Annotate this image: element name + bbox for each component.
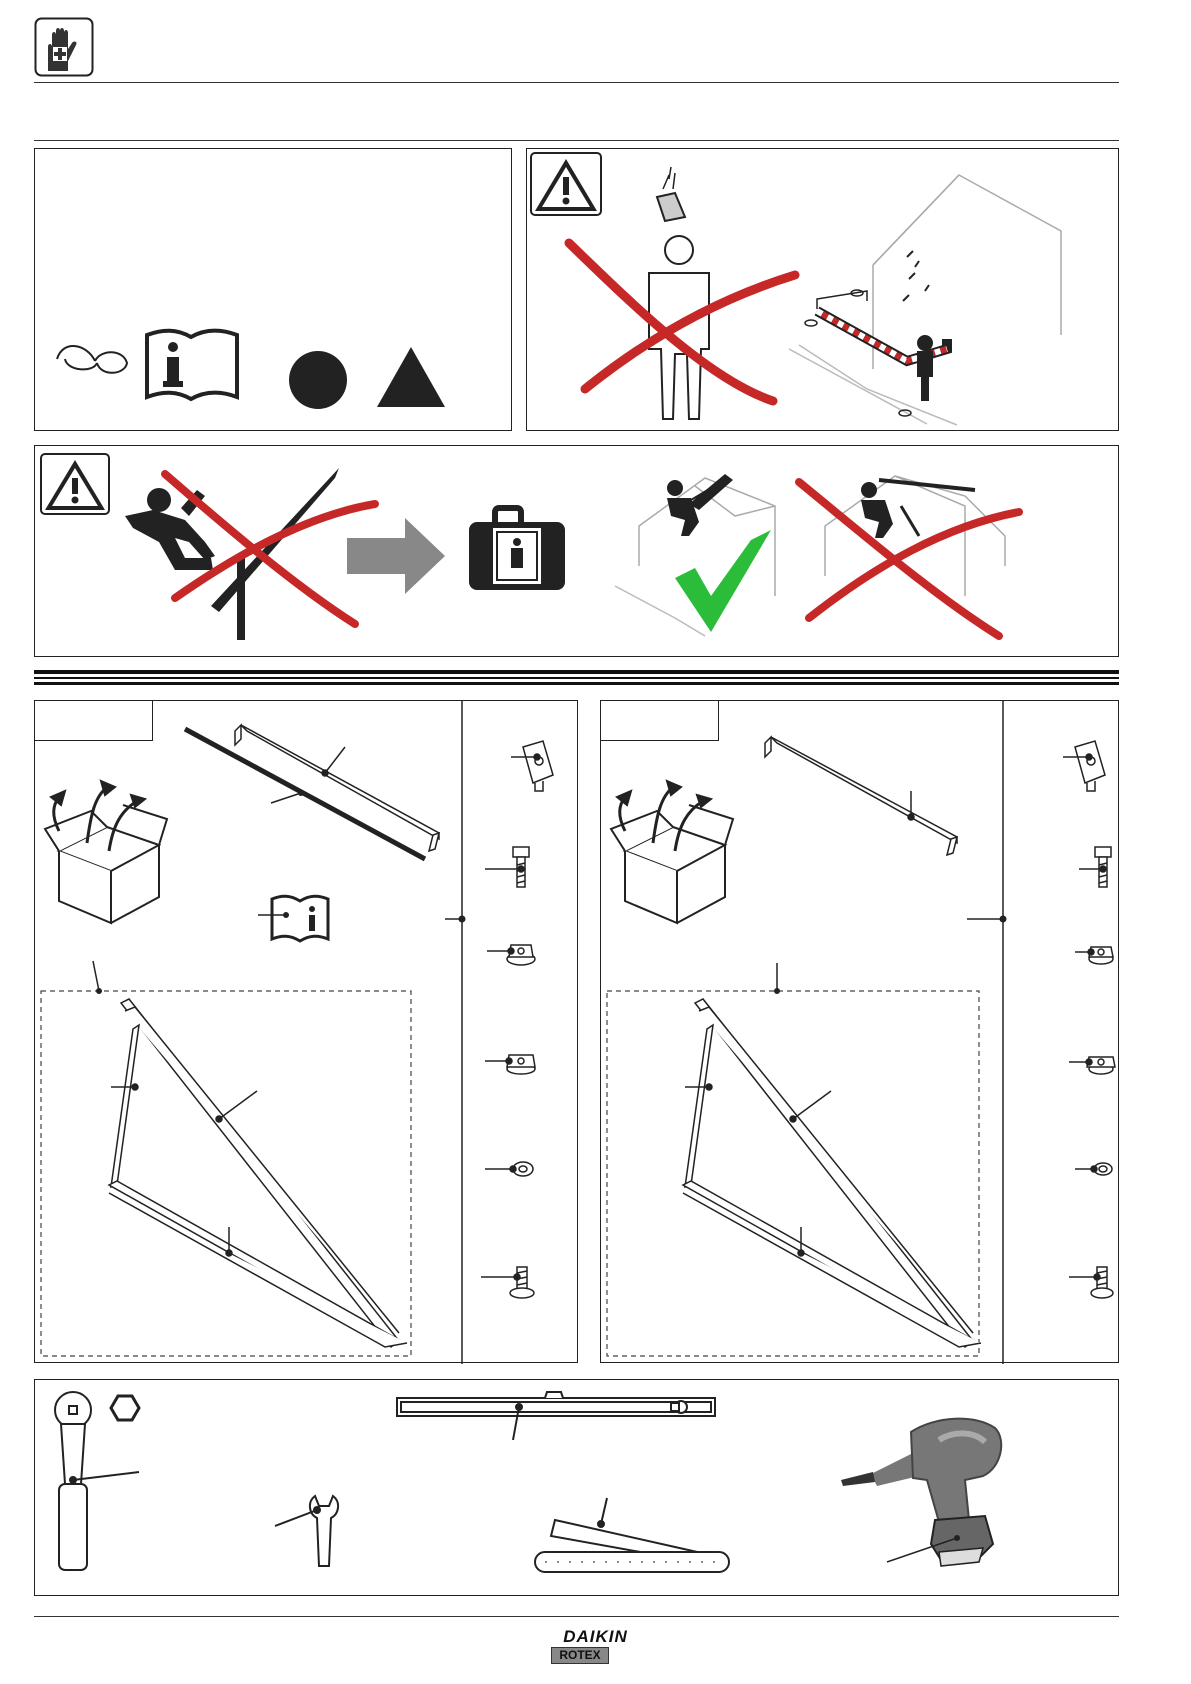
cordless-drill-icon [841,1419,1001,1566]
green-check-icon [675,530,771,632]
warning-triangle-icon [41,454,109,514]
bolt-icon [485,847,529,887]
manual-info-icon [147,331,237,399]
barrier-house-icon [789,175,1061,425]
section-divider [34,670,1119,674]
first-aid-case-icon [469,508,565,590]
washer-icon [1075,1163,1112,1175]
hazard-zone-panel [526,148,1119,431]
manual-info-icon [258,896,328,941]
falling-object-person-icon [649,167,709,419]
flange-nut-icon [1075,947,1113,964]
rotex-logo: ROTEX [551,1647,609,1664]
footer-rule [34,1616,1119,1617]
section-divider [34,677,1119,679]
tools-panel [34,1379,1119,1596]
rail-profile-icon [765,737,957,855]
open-wrench-icon [275,1496,338,1566]
warning-triangle-icon [531,153,601,215]
fall-protection-panel [34,445,1119,657]
grey-arrow-icon [347,518,445,594]
header-rule [34,82,1119,83]
folding-rule-icon [535,1498,729,1572]
glasses-icon [57,346,127,373]
flange-bolt-icon [1069,1267,1113,1298]
flange-nut-icon [487,945,535,965]
flange-bolt-icon [481,1267,534,1298]
triangle-frame-icon [683,999,981,1347]
open-box-icon [45,781,167,923]
daikin-logo: DAIKIN [563,1627,628,1646]
bolt-icon [1079,847,1111,887]
red-cross-mark-icon [799,482,1019,636]
hex-socket-icon [111,1396,139,1420]
rail-profile-icon [235,725,439,851]
triangle-frame-icon [109,999,407,1347]
open-box-icon [611,781,733,923]
clamp-plate-icon [511,741,553,791]
spirit-level-icon [397,1392,715,1440]
section-rule [34,140,1119,141]
red-cross-mark-icon [569,243,795,401]
clamp-plate-icon [1063,741,1105,791]
rubber-strip-icon [185,729,425,859]
filled-triangle-icon [377,347,445,407]
section-divider [34,682,1119,685]
first-aid-hand-icon [34,17,94,77]
washer-icon [485,1162,533,1176]
filled-circle-icon [289,351,347,409]
hex-nut-icon [485,1055,535,1074]
hex-nut-icon [1069,1057,1115,1074]
ppe-panel [34,148,512,431]
falling-person-icon [125,468,339,640]
kit-panel-1 [34,700,578,1363]
kit-panel-2 [600,700,1119,1363]
